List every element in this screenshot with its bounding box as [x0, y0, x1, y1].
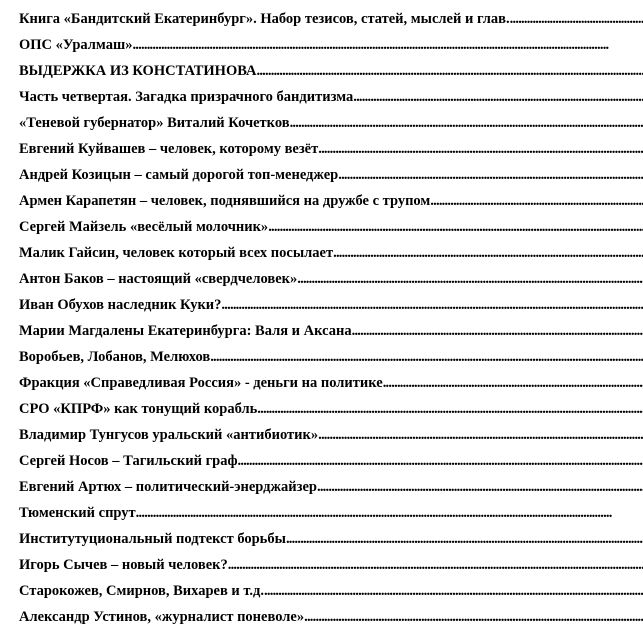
toc-dot-leader: [268, 214, 643, 240]
toc-entry-title: СРО «КПРФ» как тонущий корабль: [19, 401, 258, 417]
toc-entry-karapetyan[interactable]: [19, 188, 643, 214]
toc-entry-title: Евгений Артюх – политический-энерджайзер: [19, 479, 317, 495]
toc-entry-excerpt-konstantinov[interactable]: [19, 58, 643, 84]
toc-entry-part-four[interactable]: [19, 84, 643, 110]
toc-entry-sychev[interactable]: [19, 552, 643, 578]
toc-entry-vorobyev-lobanov-melyukhov[interactable]: [19, 344, 643, 370]
toc-entry-kochetkov[interactable]: [19, 110, 643, 136]
toc-entry-kozitsyn[interactable]: [19, 162, 643, 188]
toc-dot-leader: [238, 448, 643, 474]
toc-dot-leader: [132, 32, 643, 58]
toc-dot-leader: [338, 162, 643, 188]
toc-entry-title: Владимир Тунгусов уральский «антибиотик»: [19, 427, 319, 443]
toc-entry-title: Малик Гайсин, человек который всех посылает: [19, 245, 334, 261]
toc-dot-leader: [136, 500, 643, 526]
toc-dot-leader: [264, 578, 643, 604]
toc-dot-leader: [317, 474, 643, 500]
toc-dot-leader: [256, 58, 643, 84]
toc-entry-title: «Теневой губернатор» Виталий Кочетков: [19, 115, 290, 131]
toc-dot-leader: [318, 136, 643, 162]
toc-entry-obukhov[interactable]: [19, 292, 643, 318]
toc-entry-ops-uralmash[interactable]: [19, 32, 643, 58]
toc-entry-tyumen-octopus[interactable]: [19, 500, 643, 526]
toc-entry-title: Игорь Сычев – новый человек?: [19, 557, 228, 573]
toc-entry-fair-russia[interactable]: [19, 370, 643, 396]
toc-entry-artyukh[interactable]: [19, 474, 643, 500]
toc-entry-title: Александр Устинов, «журналист поневоле»: [19, 609, 305, 625]
toc-entry-title: Армен Карапетян – человек, поднявшийся на дружбе с трупом: [19, 193, 431, 209]
toc-dot-leader: [318, 422, 643, 448]
toc-entry-title: ОПС «Уралмаш»: [19, 37, 133, 53]
toc-entry-gaysin[interactable]: [19, 240, 643, 266]
toc-dot-leader: [383, 370, 643, 396]
toc-entry-title: Иван Обухов наследник Куки?: [19, 297, 222, 313]
toc-entry-title: ВЫДЕРЖКА ИЗ КОНСТАТИНОВА: [19, 63, 257, 79]
toc-dot-leader: [304, 604, 643, 630]
toc-entry-bakov[interactable]: [19, 266, 643, 292]
toc-dot-leader: [430, 188, 643, 214]
toc-dot-leader: [257, 396, 643, 422]
table-of-contents: [19, 6, 643, 630]
toc-entry-starokozhev-smirnov-vikharev[interactable]: [19, 578, 643, 604]
toc-entry-institutional-subtext[interactable]: [19, 526, 643, 552]
toc-entry-title: Воробьев, Лобанов, Мелюхов: [19, 349, 211, 365]
toc-dot-leader: [510, 6, 643, 32]
toc-dot-leader: [297, 266, 643, 292]
toc-entry-title: Книга «Бандитский Екатеринбург». Набор тезисов, статей, мыслей и глав.: [19, 11, 510, 27]
toc-dot-leader: [210, 344, 643, 370]
toc-entry-ustinov[interactable]: [19, 604, 643, 630]
toc-entry-title: Фракция «Справедливая Россия» - деньги на политике: [19, 375, 383, 391]
toc-entry-title: Сергей Майзель «весёлый молочник»: [19, 219, 269, 235]
toc-entry-maizel[interactable]: [19, 214, 643, 240]
toc-entry-book-bandit-ekaterinburg[interactable]: [19, 6, 643, 32]
toc-entry-title: Андрей Козицын – самый дорогой топ-менеджер: [19, 167, 339, 183]
toc-entry-title: Сергей Носов – Тагильский граф: [19, 453, 238, 469]
toc-entry-title: Евгений Куйвашев – человек, которому везёт: [19, 141, 319, 157]
toc-entry-mary-magdalene[interactable]: [19, 318, 643, 344]
toc-entry-nosov[interactable]: [19, 448, 643, 474]
toc-dot-leader: [221, 292, 643, 318]
toc-entry-title: Марии Магдалены Екатеринбурга: Валя и Аксана: [19, 323, 352, 339]
toc-dot-leader: [352, 318, 643, 344]
toc-entry-title: Часть четвертая. Загадка призрачного бандитизма: [19, 89, 354, 105]
toc-entry-kuyvashev[interactable]: [19, 136, 643, 162]
toc-dot-leader: [333, 240, 643, 266]
toc-entry-kprf[interactable]: [19, 396, 643, 422]
toc-entry-tungusov[interactable]: [19, 422, 643, 448]
toc-dot-leader: [353, 84, 643, 110]
toc-dot-leader: [228, 552, 643, 578]
toc-entry-title: Институтуциональный подтекст борьбы: [19, 531, 286, 547]
toc-entry-title: Старокожев, Смирнов, Вихарев и т.д.: [19, 583, 265, 599]
toc-entry-title: Тюменский спрут: [19, 505, 136, 521]
toc-dot-leader: [290, 110, 643, 136]
toc-dot-leader: [286, 526, 643, 552]
toc-entry-title: Антон Баков – настоящий «свердчеловек»: [19, 271, 298, 287]
